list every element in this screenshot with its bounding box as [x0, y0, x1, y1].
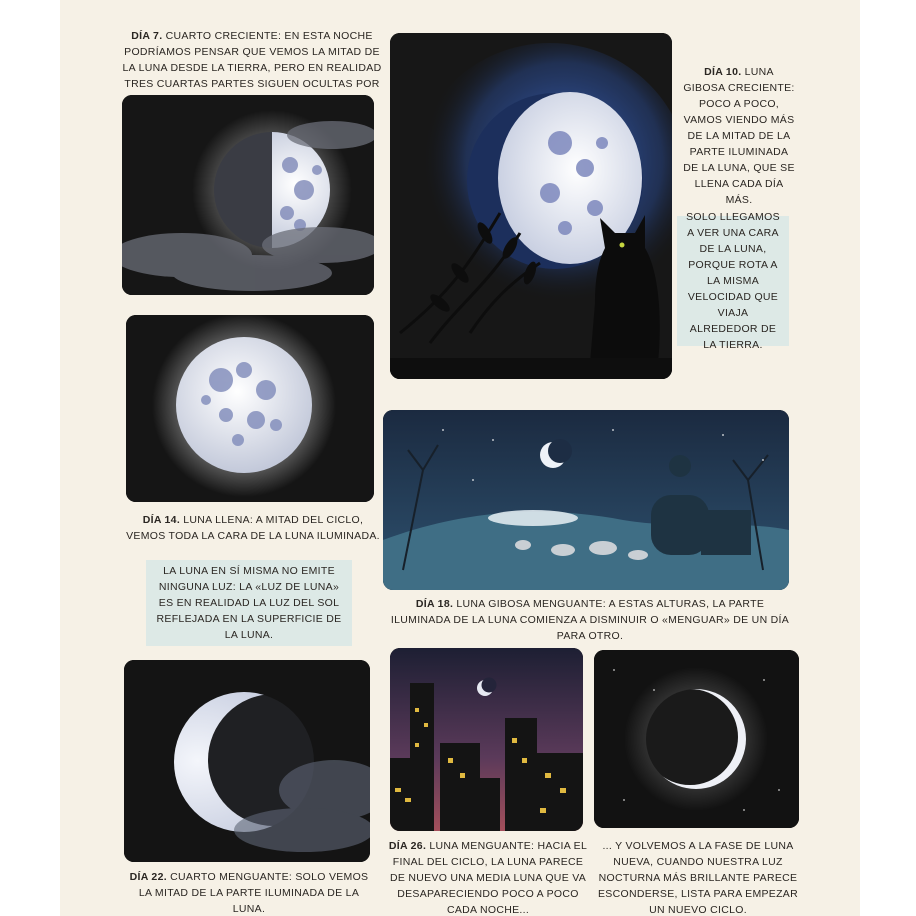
- waxing-gibbous-cat-illustration: [390, 33, 672, 379]
- caption-dia-26: DÍA 26. LUNA MENGUANTE: HACIA EL FINAL DEL CICLO, LA LUNA PARECE DE NUEVO UNA MEDIA LUNA QUE VA DESAPARECIENDO POCO A POCO CADA NOCHE...: [388, 840, 588, 916]
- full-moon-illustration: [126, 315, 374, 502]
- city-night-illustration: [390, 648, 583, 831]
- caption-dia-10: DÍA 10. LUNA GIBOSA CRECIENTE: POCO A POCO, VAMOS VIENDO MÁS DE LA MITAD DE LA PARTE ILUMINADA DE LA LUNA, QUE SE LLENA CADA DÍA MÁS.: [683, 66, 795, 206]
- panel-waning-gibbous-farm: [383, 410, 789, 590]
- caption-dia-22: DÍA 22. CUARTO MENGUANTE: SOLO VEMOS LA MITAD DE LA PARTE ILUMINADA DE LA LUNA.: [129, 871, 369, 915]
- farm-night-illustration: [383, 410, 789, 590]
- caption-dia-14: DÍA 14. LUNA LLENA: A MITAD DEL CICLO, VEMOS TODA LA CARA DE LA LUNA ILUMINADA.: [126, 514, 380, 542]
- note-one-face: SOLO LLEGAMOS A VER UNA CARA DE LA LUNA, PORQUE ROTA A LA MISMA VELOCIDAD QUE VIAJA ALREDEDOR DE LA TIERRA.: [677, 216, 789, 346]
- new-moon-illustration: [594, 650, 799, 828]
- panel-last-quarter-moon: [124, 660, 370, 862]
- panel-waxing-gibbous-cat: [390, 33, 672, 379]
- first-quarter-moon-illustration: [122, 95, 374, 295]
- caption-new-moon: ... Y VOLVEMOS A LA FASE DE LUNA NUEVA, CUANDO NUESTRA LUZ NOCTURNA MÁS BRILLANTE PARECE ESCONDERSE, LISTA PARA EMPEZAR UN NUEVO CICLO.: [598, 840, 798, 916]
- panel-new-moon: [594, 650, 799, 828]
- panel-waning-crescent-city: [390, 648, 583, 831]
- book-page: [60, 0, 860, 916]
- note-moonlight: LA LUNA EN SÍ MISMA NO EMITE NINGUNA LUZ: LA «LUZ DE LUNA» ES EN REALIDAD LA LUZ DEL SOL REFLEJADA EN LA SUPERFICIE DE LA LUNA.: [146, 560, 352, 646]
- caption-dia-7: DÍA 7. CUARTO CRECIENTE: EN ESTA NOCHE PODRÍAMOS PENSAR QUE VEMOS LA MITAD DE LA LUNA DESDE LA TIERRA, PERO EN REALIDAD TRES CUARTAS PARTES SIGUEN OCULTAS POR: [122, 30, 382, 90]
- panel-full-moon: [126, 315, 374, 502]
- cat-eye: [620, 243, 625, 248]
- last-quarter-moon-illustration: [124, 660, 370, 862]
- panel-first-quarter-moon: [122, 95, 374, 295]
- caption-dia-18: DÍA 18. LUNA GIBOSA MENGUANTE: A ESTAS ALTURAS, LA PARTE ILUMINADA DE LA LUNA COMIENZA A DISMINUIR O «MENGUAR» DE UN DÍA PARA OTRO.: [390, 598, 790, 642]
